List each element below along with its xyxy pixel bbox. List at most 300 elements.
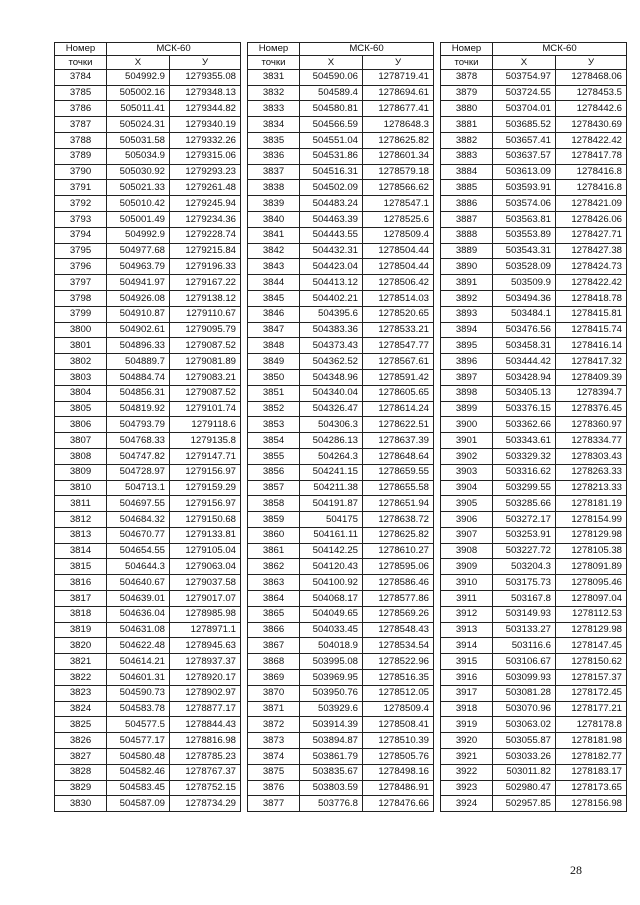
point-number-cell: 3862 bbox=[248, 559, 300, 575]
x-coordinate-cell: 504340.04 bbox=[300, 385, 363, 401]
y-coordinate-cell: 1278095.46 bbox=[556, 575, 627, 591]
point-number-cell: 3824 bbox=[55, 701, 107, 717]
x-coordinate-cell: 503894.87 bbox=[300, 733, 363, 749]
table-row bbox=[55, 401, 241, 417]
table-row bbox=[248, 290, 434, 306]
point-number-cell: 3885 bbox=[441, 180, 493, 196]
table-row bbox=[55, 338, 241, 354]
x-coordinate-cell: 503070.96 bbox=[493, 701, 556, 717]
table-row bbox=[248, 132, 434, 148]
table-row bbox=[55, 796, 241, 812]
table-row bbox=[441, 417, 627, 433]
point-number-cell: 3869 bbox=[248, 670, 300, 686]
table-body bbox=[55, 69, 241, 811]
y-coordinate-cell: 1278416.8 bbox=[556, 164, 627, 180]
x-coordinate-cell: 503055.87 bbox=[493, 733, 556, 749]
y-coordinate-cell: 1278767.37 bbox=[170, 764, 241, 780]
x-coordinate-cell: 504286.13 bbox=[300, 433, 363, 449]
x-coordinate-cell: 503253.91 bbox=[493, 527, 556, 543]
x-coordinate-cell: 504639.01 bbox=[107, 591, 170, 607]
table-row bbox=[248, 796, 434, 812]
table-row bbox=[248, 148, 434, 164]
x-coordinate-cell: 504161.11 bbox=[300, 527, 363, 543]
point-number-cell: 3879 bbox=[441, 85, 493, 101]
x-coordinate-cell: 503227.72 bbox=[493, 543, 556, 559]
x-coordinate-cell: 504033.45 bbox=[300, 622, 363, 638]
y-coordinate-cell: 1278360.97 bbox=[556, 417, 627, 433]
y-coordinate-cell: 1278509.4 bbox=[363, 701, 434, 717]
table-row bbox=[441, 211, 627, 227]
x-coordinate-cell: 504941.97 bbox=[107, 275, 170, 291]
x-coordinate-cell: 504100.92 bbox=[300, 575, 363, 591]
y-coordinate-cell: 1278638.72 bbox=[363, 512, 434, 528]
table-row bbox=[441, 796, 627, 812]
table-row bbox=[55, 780, 241, 796]
table-row bbox=[55, 385, 241, 401]
x-coordinate-cell: 503593.91 bbox=[493, 180, 556, 196]
y-coordinate-cell: 1278694.61 bbox=[363, 85, 434, 101]
point-number-cell: 3840 bbox=[248, 211, 300, 227]
table-row bbox=[441, 591, 627, 607]
header-y: У bbox=[363, 56, 434, 69]
y-coordinate-cell: 1278844.43 bbox=[170, 717, 241, 733]
x-coordinate-cell: 503149.93 bbox=[493, 606, 556, 622]
y-coordinate-cell: 1278394.7 bbox=[556, 385, 627, 401]
y-coordinate-cell: 1278415.74 bbox=[556, 322, 627, 338]
table-row bbox=[441, 685, 627, 701]
y-coordinate-cell: 1278579.18 bbox=[363, 164, 434, 180]
point-number-cell: 3809 bbox=[55, 464, 107, 480]
y-coordinate-cell: 1278622.51 bbox=[363, 417, 434, 433]
point-number-cell: 3888 bbox=[441, 227, 493, 243]
table-row bbox=[441, 196, 627, 212]
y-coordinate-cell: 1278426.06 bbox=[556, 211, 627, 227]
table-row bbox=[248, 591, 434, 607]
table-row bbox=[441, 385, 627, 401]
x-coordinate-cell: 504910.87 bbox=[107, 306, 170, 322]
y-coordinate-cell: 1279344.82 bbox=[170, 101, 241, 117]
x-coordinate-cell: 503405.13 bbox=[493, 385, 556, 401]
table-row bbox=[441, 559, 627, 575]
table-row bbox=[55, 496, 241, 512]
table-row bbox=[248, 733, 434, 749]
x-coordinate-cell: 503704.01 bbox=[493, 101, 556, 117]
point-number-cell: 3805 bbox=[55, 401, 107, 417]
table-row bbox=[248, 306, 434, 322]
header-coordinate-system: МСК-60 bbox=[107, 43, 241, 56]
point-number-cell: 3826 bbox=[55, 733, 107, 749]
y-coordinate-cell: 1278567.61 bbox=[363, 354, 434, 370]
point-number-cell: 3855 bbox=[248, 448, 300, 464]
x-coordinate-cell: 504443.55 bbox=[300, 227, 363, 243]
x-coordinate-cell: 503299.55 bbox=[493, 480, 556, 496]
x-coordinate-cell: 503204.3 bbox=[493, 559, 556, 575]
point-number-cell: 3910 bbox=[441, 575, 493, 591]
table-row bbox=[248, 654, 434, 670]
point-number-cell: 3854 bbox=[248, 433, 300, 449]
table-row bbox=[248, 575, 434, 591]
point-number-cell: 3813 bbox=[55, 527, 107, 543]
y-coordinate-cell: 1278157.37 bbox=[556, 670, 627, 686]
x-coordinate-cell: 505002.16 bbox=[107, 85, 170, 101]
y-coordinate-cell: 1278453.5 bbox=[556, 85, 627, 101]
point-number-cell: 3871 bbox=[248, 701, 300, 717]
table-row bbox=[55, 559, 241, 575]
x-coordinate-cell: 503458.31 bbox=[493, 338, 556, 354]
coordinates-table-3 bbox=[440, 42, 627, 812]
table-row bbox=[248, 701, 434, 717]
header-point-number-line2: точки bbox=[248, 56, 300, 69]
x-coordinate-cell: 504614.21 bbox=[107, 654, 170, 670]
table-row bbox=[441, 117, 627, 133]
point-number-cell: 3894 bbox=[441, 322, 493, 338]
point-number-cell: 3784 bbox=[55, 69, 107, 85]
x-coordinate-cell: 504264.3 bbox=[300, 448, 363, 464]
x-coordinate-cell: 504856.31 bbox=[107, 385, 170, 401]
table-row bbox=[55, 132, 241, 148]
coordinates-table-1 bbox=[54, 42, 241, 812]
table-row bbox=[441, 354, 627, 370]
y-coordinate-cell: 1278178.8 bbox=[556, 717, 627, 733]
x-coordinate-cell: 504362.52 bbox=[300, 354, 363, 370]
y-coordinate-cell: 1279156.97 bbox=[170, 464, 241, 480]
y-coordinate-cell: 1278129.98 bbox=[556, 622, 627, 638]
y-coordinate-cell: 1278719.41 bbox=[363, 69, 434, 85]
x-coordinate-cell: 504583.45 bbox=[107, 780, 170, 796]
y-coordinate-cell: 1278605.65 bbox=[363, 385, 434, 401]
header-x: X bbox=[107, 56, 170, 69]
x-coordinate-cell: 504383.36 bbox=[300, 322, 363, 338]
x-coordinate-cell: 503509.9 bbox=[493, 275, 556, 291]
table-row bbox=[55, 543, 241, 559]
x-coordinate-cell: 504395.6 bbox=[300, 306, 363, 322]
header-point-number-line1: Номер bbox=[441, 43, 493, 56]
x-coordinate-cell: 503362.66 bbox=[493, 417, 556, 433]
table-row bbox=[55, 85, 241, 101]
y-coordinate-cell: 1278417.32 bbox=[556, 354, 627, 370]
table-row bbox=[55, 290, 241, 306]
point-number-cell: 3883 bbox=[441, 148, 493, 164]
x-coordinate-cell: 503316.62 bbox=[493, 464, 556, 480]
x-coordinate-cell: 503914.39 bbox=[300, 717, 363, 733]
y-coordinate-cell: 1279095.79 bbox=[170, 322, 241, 338]
header-y: У bbox=[170, 56, 241, 69]
table-row bbox=[248, 685, 434, 701]
table-row bbox=[248, 369, 434, 385]
y-coordinate-cell: 1278601.34 bbox=[363, 148, 434, 164]
y-coordinate-cell: 1278520.65 bbox=[363, 306, 434, 322]
point-number-cell: 3876 bbox=[248, 780, 300, 796]
table-row bbox=[55, 512, 241, 528]
point-number-cell: 3843 bbox=[248, 259, 300, 275]
x-coordinate-cell: 503033.26 bbox=[493, 749, 556, 765]
x-coordinate-cell: 502957.85 bbox=[493, 796, 556, 812]
point-number-cell: 3858 bbox=[248, 496, 300, 512]
y-coordinate-cell: 1279037.58 bbox=[170, 575, 241, 591]
y-coordinate-cell: 1278376.45 bbox=[556, 401, 627, 417]
point-number-cell: 3868 bbox=[248, 654, 300, 670]
y-coordinate-cell: 1278548.43 bbox=[363, 622, 434, 638]
table-row bbox=[55, 464, 241, 480]
point-number-cell: 3861 bbox=[248, 543, 300, 559]
x-coordinate-cell: 504963.79 bbox=[107, 259, 170, 275]
table-row bbox=[441, 512, 627, 528]
x-coordinate-cell: 503637.57 bbox=[493, 148, 556, 164]
table-row bbox=[55, 259, 241, 275]
x-coordinate-cell: 504402.21 bbox=[300, 290, 363, 306]
y-coordinate-cell: 1279159.29 bbox=[170, 480, 241, 496]
x-coordinate-cell: 503528.09 bbox=[493, 259, 556, 275]
point-number-cell: 3851 bbox=[248, 385, 300, 401]
y-coordinate-cell: 1279087.52 bbox=[170, 338, 241, 354]
table-row bbox=[441, 243, 627, 259]
y-coordinate-cell: 1278534.54 bbox=[363, 638, 434, 654]
y-coordinate-cell: 1278677.41 bbox=[363, 101, 434, 117]
table-row bbox=[441, 749, 627, 765]
x-coordinate-cell: 503543.31 bbox=[493, 243, 556, 259]
y-coordinate-cell: 1278625.82 bbox=[363, 527, 434, 543]
x-coordinate-cell: 504551.04 bbox=[300, 132, 363, 148]
y-coordinate-cell: 1278430.69 bbox=[556, 117, 627, 133]
table-row bbox=[248, 211, 434, 227]
point-number-cell: 3889 bbox=[441, 243, 493, 259]
table-row bbox=[55, 164, 241, 180]
point-number-cell: 3880 bbox=[441, 101, 493, 117]
point-number-cell: 3839 bbox=[248, 196, 300, 212]
table-row bbox=[441, 322, 627, 338]
point-number-cell: 3913 bbox=[441, 622, 493, 638]
x-coordinate-cell: 504684.32 bbox=[107, 512, 170, 528]
point-number-cell: 3921 bbox=[441, 749, 493, 765]
table-row bbox=[55, 670, 241, 686]
table-row bbox=[55, 733, 241, 749]
point-number-cell: 3917 bbox=[441, 685, 493, 701]
x-coordinate-cell: 504583.78 bbox=[107, 701, 170, 717]
y-coordinate-cell: 1278486.91 bbox=[363, 780, 434, 796]
header-y: У bbox=[556, 56, 627, 69]
point-number-cell: 3791 bbox=[55, 180, 107, 196]
table-row bbox=[55, 322, 241, 338]
table-row bbox=[55, 354, 241, 370]
table-row bbox=[441, 575, 627, 591]
table-row bbox=[248, 543, 434, 559]
point-number-cell: 3886 bbox=[441, 196, 493, 212]
x-coordinate-cell: 505021.33 bbox=[107, 180, 170, 196]
table-row bbox=[441, 306, 627, 322]
table-row bbox=[248, 512, 434, 528]
x-coordinate-cell: 503969.95 bbox=[300, 670, 363, 686]
table-row bbox=[248, 385, 434, 401]
x-coordinate-cell: 503428.94 bbox=[493, 369, 556, 385]
x-coordinate-cell: 505030.92 bbox=[107, 164, 170, 180]
point-number-cell: 3890 bbox=[441, 259, 493, 275]
y-coordinate-cell: 1278213.33 bbox=[556, 480, 627, 496]
point-number-cell: 3815 bbox=[55, 559, 107, 575]
x-coordinate-cell: 505001.49 bbox=[107, 211, 170, 227]
x-coordinate-cell: 504587.09 bbox=[107, 796, 170, 812]
point-number-cell: 3867 bbox=[248, 638, 300, 654]
point-number-cell: 3842 bbox=[248, 243, 300, 259]
x-coordinate-cell: 504582.46 bbox=[107, 764, 170, 780]
point-number-cell: 3798 bbox=[55, 290, 107, 306]
point-number-cell: 3801 bbox=[55, 338, 107, 354]
x-coordinate-cell: 503950.76 bbox=[300, 685, 363, 701]
point-number-cell: 3856 bbox=[248, 464, 300, 480]
x-coordinate-cell: 503175.73 bbox=[493, 575, 556, 591]
point-number-cell: 3804 bbox=[55, 385, 107, 401]
x-coordinate-cell: 504977.68 bbox=[107, 243, 170, 259]
x-coordinate-cell: 504531.86 bbox=[300, 148, 363, 164]
table-row bbox=[55, 575, 241, 591]
x-coordinate-cell: 504348.96 bbox=[300, 369, 363, 385]
table-row bbox=[55, 527, 241, 543]
x-coordinate-cell: 503861.79 bbox=[300, 749, 363, 765]
x-coordinate-cell: 503099.93 bbox=[493, 670, 556, 686]
table-row bbox=[441, 290, 627, 306]
table-row bbox=[248, 275, 434, 291]
point-number-cell: 3787 bbox=[55, 117, 107, 133]
x-coordinate-cell: 503494.36 bbox=[493, 290, 556, 306]
y-coordinate-cell: 1278505.76 bbox=[363, 749, 434, 765]
header-coordinate-system: МСК-60 bbox=[493, 43, 627, 56]
y-coordinate-cell: 1278614.24 bbox=[363, 401, 434, 417]
y-coordinate-cell: 1278945.63 bbox=[170, 638, 241, 654]
point-number-cell: 3906 bbox=[441, 512, 493, 528]
point-number-cell: 3795 bbox=[55, 243, 107, 259]
x-coordinate-cell: 503776.8 bbox=[300, 796, 363, 812]
point-number-cell: 3866 bbox=[248, 622, 300, 638]
table-row bbox=[55, 243, 241, 259]
x-coordinate-cell: 504068.17 bbox=[300, 591, 363, 607]
y-coordinate-cell: 1279017.07 bbox=[170, 591, 241, 607]
point-number-cell: 3919 bbox=[441, 717, 493, 733]
table-row bbox=[441, 433, 627, 449]
x-coordinate-cell: 504622.48 bbox=[107, 638, 170, 654]
y-coordinate-cell: 1278533.21 bbox=[363, 322, 434, 338]
x-coordinate-cell: 504889.7 bbox=[107, 354, 170, 370]
table-row bbox=[55, 417, 241, 433]
table-row bbox=[55, 117, 241, 133]
table-row bbox=[441, 654, 627, 670]
y-coordinate-cell: 1279150.68 bbox=[170, 512, 241, 528]
point-number-cell: 3820 bbox=[55, 638, 107, 654]
x-coordinate-cell: 504577.17 bbox=[107, 733, 170, 749]
x-coordinate-cell: 504580.48 bbox=[107, 749, 170, 765]
y-coordinate-cell: 1278504.44 bbox=[363, 243, 434, 259]
header-point-number-line1: Номер bbox=[55, 43, 107, 56]
x-coordinate-cell: 504644.3 bbox=[107, 559, 170, 575]
y-coordinate-cell: 1278097.04 bbox=[556, 591, 627, 607]
table-row bbox=[441, 369, 627, 385]
y-coordinate-cell: 1279087.52 bbox=[170, 385, 241, 401]
table-row bbox=[248, 259, 434, 275]
point-number-cell: 3877 bbox=[248, 796, 300, 812]
table-row bbox=[441, 764, 627, 780]
x-coordinate-cell: 503484.1 bbox=[493, 306, 556, 322]
table-row bbox=[248, 464, 434, 480]
point-number-cell: 3859 bbox=[248, 512, 300, 528]
y-coordinate-cell: 1278877.17 bbox=[170, 701, 241, 717]
x-coordinate-cell: 504992.9 bbox=[107, 69, 170, 85]
x-coordinate-cell: 503685.52 bbox=[493, 117, 556, 133]
point-number-cell: 3832 bbox=[248, 85, 300, 101]
x-coordinate-cell: 504502.09 bbox=[300, 180, 363, 196]
table-row bbox=[55, 591, 241, 607]
y-coordinate-cell: 1278418.78 bbox=[556, 290, 627, 306]
y-coordinate-cell: 1278468.06 bbox=[556, 69, 627, 85]
y-coordinate-cell: 1278752.15 bbox=[170, 780, 241, 796]
x-coordinate-cell: 504566.59 bbox=[300, 117, 363, 133]
y-coordinate-cell: 1279063.04 bbox=[170, 559, 241, 575]
x-coordinate-cell: 504896.33 bbox=[107, 338, 170, 354]
table-row bbox=[248, 622, 434, 638]
point-number-cell: 3849 bbox=[248, 354, 300, 370]
y-coordinate-cell: 1278415.81 bbox=[556, 306, 627, 322]
x-coordinate-cell: 503011.82 bbox=[493, 764, 556, 780]
x-coordinate-cell: 503116.6 bbox=[493, 638, 556, 654]
table-row bbox=[55, 148, 241, 164]
x-coordinate-cell: 504747.82 bbox=[107, 448, 170, 464]
y-coordinate-cell: 1279110.67 bbox=[170, 306, 241, 322]
point-number-cell: 3833 bbox=[248, 101, 300, 117]
point-number-cell: 3918 bbox=[441, 701, 493, 717]
table-row bbox=[441, 227, 627, 243]
y-coordinate-cell: 1278416.8 bbox=[556, 180, 627, 196]
point-number-cell: 3792 bbox=[55, 196, 107, 212]
point-number-cell: 3785 bbox=[55, 85, 107, 101]
y-coordinate-cell: 1278506.42 bbox=[363, 275, 434, 291]
table-row bbox=[55, 101, 241, 117]
point-number-cell: 3912 bbox=[441, 606, 493, 622]
table-row bbox=[248, 101, 434, 117]
table-row bbox=[441, 606, 627, 622]
x-coordinate-cell: 504670.77 bbox=[107, 527, 170, 543]
table-row bbox=[248, 354, 434, 370]
y-coordinate-cell: 1278577.86 bbox=[363, 591, 434, 607]
table-row bbox=[441, 180, 627, 196]
y-coordinate-cell: 1278514.03 bbox=[363, 290, 434, 306]
table-row bbox=[441, 85, 627, 101]
x-coordinate-cell: 504590.06 bbox=[300, 69, 363, 85]
point-number-cell: 3924 bbox=[441, 796, 493, 812]
point-number-cell: 3872 bbox=[248, 717, 300, 733]
y-coordinate-cell: 1278498.16 bbox=[363, 764, 434, 780]
x-coordinate-cell: 504631.08 bbox=[107, 622, 170, 638]
table-row bbox=[248, 606, 434, 622]
point-number-cell: 3848 bbox=[248, 338, 300, 354]
point-number-cell: 3822 bbox=[55, 670, 107, 686]
x-coordinate-cell: 504326.47 bbox=[300, 401, 363, 417]
point-number-cell: 3845 bbox=[248, 290, 300, 306]
x-coordinate-cell: 503167.8 bbox=[493, 591, 556, 607]
y-coordinate-cell: 1278177.21 bbox=[556, 701, 627, 717]
point-number-cell: 3902 bbox=[441, 448, 493, 464]
point-number-cell: 3853 bbox=[248, 417, 300, 433]
y-coordinate-cell: 1279332.26 bbox=[170, 132, 241, 148]
x-coordinate-cell: 504120.43 bbox=[300, 559, 363, 575]
y-coordinate-cell: 1278476.66 bbox=[363, 796, 434, 812]
point-number-cell: 3799 bbox=[55, 306, 107, 322]
y-coordinate-cell: 1278591.42 bbox=[363, 369, 434, 385]
y-coordinate-cell: 1278427.38 bbox=[556, 243, 627, 259]
y-coordinate-cell: 1278569.26 bbox=[363, 606, 434, 622]
y-coordinate-cell: 1278610.27 bbox=[363, 543, 434, 559]
point-number-cell: 3796 bbox=[55, 259, 107, 275]
point-number-cell: 3807 bbox=[55, 433, 107, 449]
table-row bbox=[55, 69, 241, 85]
table-row bbox=[55, 717, 241, 733]
x-coordinate-cell: 503285.66 bbox=[493, 496, 556, 512]
